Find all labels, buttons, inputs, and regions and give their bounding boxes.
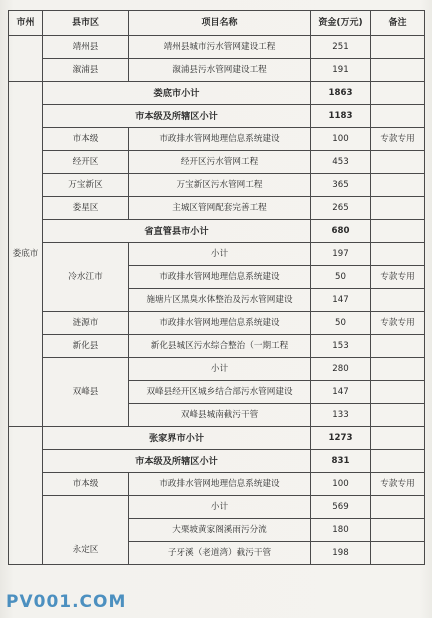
funds-cell: 100: [311, 473, 371, 496]
table-row: [9, 427, 425, 450]
project-cell: 主城区管网配套完善工程: [129, 197, 311, 220]
project-cell: 靖州县城市污水管网建设工程: [129, 36, 311, 59]
project-cell: 市政排水管网地理信息系统建设: [129, 128, 311, 151]
funds-cell: 680: [311, 220, 371, 243]
remark-cell: [371, 105, 425, 128]
funds-cell: 251: [311, 36, 371, 59]
remark-cell: [371, 404, 425, 427]
project-cell: 小计: [129, 358, 311, 381]
funds-cell: 153: [311, 335, 371, 358]
table-row: [9, 36, 425, 59]
county-cell-lengshuijiang: 冷水江市: [43, 243, 129, 312]
funds-cell: 133: [311, 404, 371, 427]
county-cell: 市本级: [43, 473, 129, 496]
project-cell: 小计: [129, 243, 311, 266]
remark-cell: [371, 289, 425, 312]
table-row: [9, 128, 425, 151]
funds-cell: 1183: [311, 105, 371, 128]
county-cell: 溆浦县: [43, 59, 129, 82]
funds-cell: 180: [311, 519, 371, 542]
project-cell: 市政排水管网地理信息系统建设: [129, 473, 311, 496]
table-row: [9, 174, 425, 197]
county-cell: 万宝新区: [43, 174, 129, 197]
table-row: [9, 243, 425, 266]
header-project: 项目名称: [129, 11, 311, 36]
project-cell: 小计: [129, 496, 311, 519]
funds-cell: 197: [311, 243, 371, 266]
county-cell-shuangfeng: 双峰县: [43, 358, 129, 427]
header-funds: 资金(万元): [311, 11, 371, 36]
funds-cell: 50: [311, 312, 371, 335]
funds-cell: 265: [311, 197, 371, 220]
remark-cell: [371, 358, 425, 381]
funds-cell: 100: [311, 128, 371, 151]
table-row: [9, 82, 425, 105]
remark-cell: [371, 82, 425, 105]
city-cell-zhangjiajie: [9, 427, 43, 565]
table-row: [9, 220, 425, 243]
header-county: 县市区: [43, 11, 129, 36]
remark-cell: [371, 335, 425, 358]
table-row: [9, 358, 425, 381]
project-cell: 子牙溪（老道湾）截污干管: [129, 542, 311, 565]
table-row: [9, 496, 425, 519]
remark-cell: 专款专用: [371, 473, 425, 496]
header-city: 市州: [9, 11, 43, 36]
project-cell: 新化县城区污水综合整治（一期工程: [129, 335, 311, 358]
remark-cell: [371, 174, 425, 197]
remark-cell: [371, 381, 425, 404]
table-row: [9, 197, 425, 220]
funds-cell: 365: [311, 174, 371, 197]
funds-cell: 147: [311, 289, 371, 312]
county-cell: 娄星区: [43, 197, 129, 220]
table-row: [9, 335, 425, 358]
project-cell: 双峰县经开区城乡结合部污水管网建设: [129, 381, 311, 404]
county-cell: 经开区: [43, 151, 129, 174]
county-cell: 涟源市: [43, 312, 129, 335]
funds-cell: 1863: [311, 82, 371, 105]
remark-cell: [371, 496, 425, 519]
city-cell-continued: [9, 36, 43, 82]
remark-cell: [371, 197, 425, 220]
remark-cell: 专款专用: [371, 128, 425, 151]
remark-cell: [371, 519, 425, 542]
project-cell: 施塘片区黑臭水体整治及污水管网建设: [129, 289, 311, 312]
remark-cell: [371, 542, 425, 565]
funds-cell: 147: [311, 381, 371, 404]
county-cell: 市本级: [43, 128, 129, 151]
table-row: [9, 151, 425, 174]
header-remark: 备注: [371, 11, 425, 36]
funds-cell: 280: [311, 358, 371, 381]
remark-cell: [371, 243, 425, 266]
project-cell: 大栗坡黄家阁溪雨污分流: [129, 519, 311, 542]
project-cell: 溆浦县污水管网建设工程: [129, 59, 311, 82]
funds-cell: 50: [311, 266, 371, 289]
funds-cell: 1273: [311, 427, 371, 450]
site-watermark: PV001.COM: [6, 592, 127, 612]
remark-cell: [371, 36, 425, 59]
county-cell-yongding: 永定区: [43, 496, 129, 565]
subtotal-label: 市本级及所辖区小计: [43, 450, 311, 473]
project-cell: 双峰县城南截污干管: [129, 404, 311, 427]
subtotal-label: 张家界市小计: [43, 427, 311, 450]
city-cell-loudi: 娄底市: [9, 82, 43, 427]
funds-cell: 453: [311, 151, 371, 174]
remark-cell: [371, 151, 425, 174]
funds-cell: 831: [311, 450, 371, 473]
county-cell: 新化县: [43, 335, 129, 358]
table-row: [9, 59, 425, 82]
remark-cell: [371, 59, 425, 82]
remark-cell: 专款专用: [371, 312, 425, 335]
project-cell: 市政排水管网地理信息系统建设: [129, 312, 311, 335]
subtotal-label: 娄底市小计: [43, 82, 311, 105]
table-header-row: [9, 11, 425, 36]
funds-cell: 569: [311, 496, 371, 519]
remark-cell: [371, 450, 425, 473]
project-cell: 经开区污水管网工程: [129, 151, 311, 174]
funds-cell: 198: [311, 542, 371, 565]
remark-cell: 专款专用: [371, 266, 425, 289]
funds-cell: 191: [311, 59, 371, 82]
table-row: [9, 450, 425, 473]
funding-table: [8, 10, 425, 565]
project-cell: 市政排水管网地理信息系统建设: [129, 266, 311, 289]
project-cell: 万宝新区污水管网工程: [129, 174, 311, 197]
table-row: [9, 105, 425, 128]
remark-cell: [371, 427, 425, 450]
subtotal-label: 省直管县市小计: [43, 220, 311, 243]
table-row: [9, 473, 425, 496]
subtotal-label: 市本级及所辖区小计: [43, 105, 311, 128]
remark-cell: [371, 220, 425, 243]
table-row: [9, 312, 425, 335]
county-cell: 靖州县: [43, 36, 129, 59]
